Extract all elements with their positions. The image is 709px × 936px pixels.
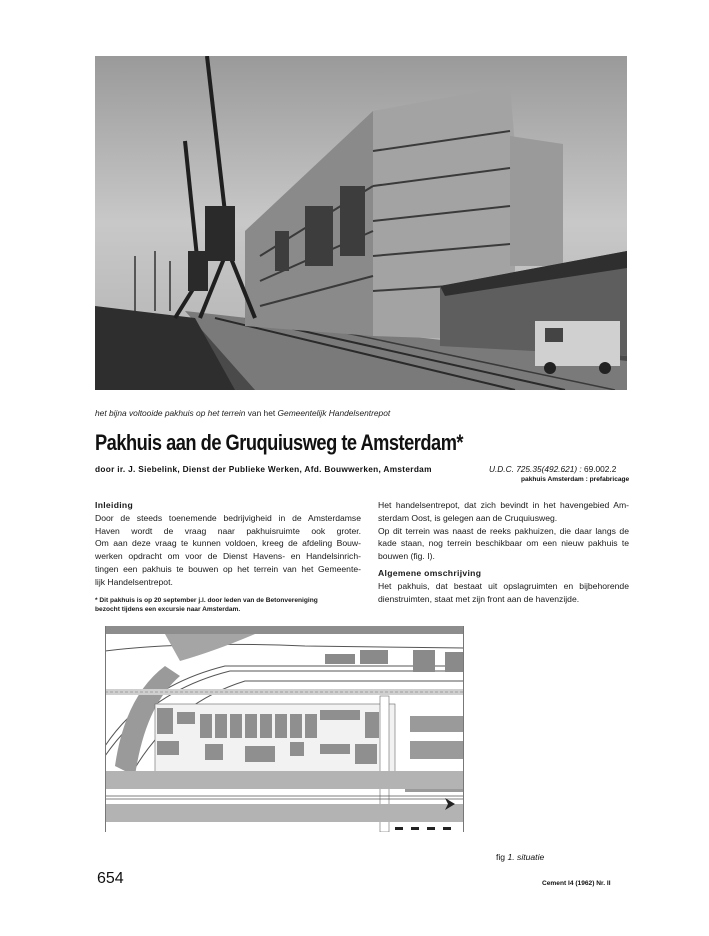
figure-label: 1. situatie — [507, 852, 545, 862]
figure-caption — [496, 852, 544, 862]
column-right — [378, 499, 629, 605]
body-line: lijk Handelsentrepot. — [95, 576, 173, 587]
photo-caption — [95, 408, 390, 418]
footnote-line: bezocht tijdens een excursie naar Amsterdam. — [95, 605, 241, 613]
column-left — [95, 499, 361, 614]
body-line: Het pakhuis, dat bestaat uit opslagruimten en bijbehorende — [378, 580, 629, 591]
udc-subject: pakhuis Amsterdam : prefabricage — [521, 476, 630, 483]
section-heading-omschrijving: Algemene omschrijving — [378, 567, 482, 578]
body-line: sterdam Oost, is gelegen aan de Cruquiusweg. — [378, 512, 558, 523]
body-line: Om aan deze vraag te kunnen voldoen, kreeg de afdeling Bouw- — [95, 538, 361, 549]
body-line: Het handelsentrepot, dat zich bevindt in het havengebied Am- — [378, 500, 629, 510]
udc-code-suffix: 69.002.2 — [581, 464, 617, 474]
body-line: bouwen (fig. I). — [378, 551, 435, 562]
section-heading-inleiding: Inleiding — [95, 500, 134, 510]
caption-plain: van het — [245, 408, 278, 418]
article-title: Pakhuis aan de Gruquiusweg te Amsterdam* — [95, 430, 464, 455]
body-line: Door de steeds toenemende bedrijvigheid in de Amsterdamse — [95, 512, 361, 523]
footnote — [95, 596, 361, 614]
body-line: Haven wordt de vraag naar pakhuisruimte ook groter. — [95, 525, 361, 536]
body-line: Op dit terrein was naast de reeks pakhuizen, die daar langs de — [378, 525, 629, 536]
udc-code — [489, 464, 616, 474]
byline: door ir. J. Siebelink, Dienst der Publieke Werken, Afd. Bouwwerken, Amsterdam — [95, 464, 432, 474]
footnote-line: * Dit pakhuis is op 20 september j.l. door leden van de Betonvereniging — [95, 596, 318, 604]
page-number: 654 — [97, 870, 124, 887]
body-line: werken opdracht om voor de Dienst Havens- en Handelsinrich- — [95, 551, 361, 562]
caption-italic-2: Gemeentelijk Handelsentrepot — [277, 408, 391, 418]
site-plan-figure — [105, 626, 464, 832]
udc-code-italic: U.D.C. 725.35(492.621) : — [489, 464, 582, 474]
figure-prefix: fig — [496, 852, 508, 862]
caption-italic-1: het bijna voltooide pakhuis op het terrein — [95, 408, 246, 418]
journal-reference: Cement I4 (1962) Nr. II — [542, 880, 611, 887]
body-line: tingen een pakhuis te bouwen op het terrein van het Gemeente- — [95, 563, 361, 574]
warehouse-photo — [95, 56, 627, 390]
body-line: dienstruimten, staat met zijn front aan de havenzijde. — [378, 593, 580, 604]
body-line: kade staan, nog terrein beschikbaar om een nieuw pakhuis te — [378, 538, 629, 549]
